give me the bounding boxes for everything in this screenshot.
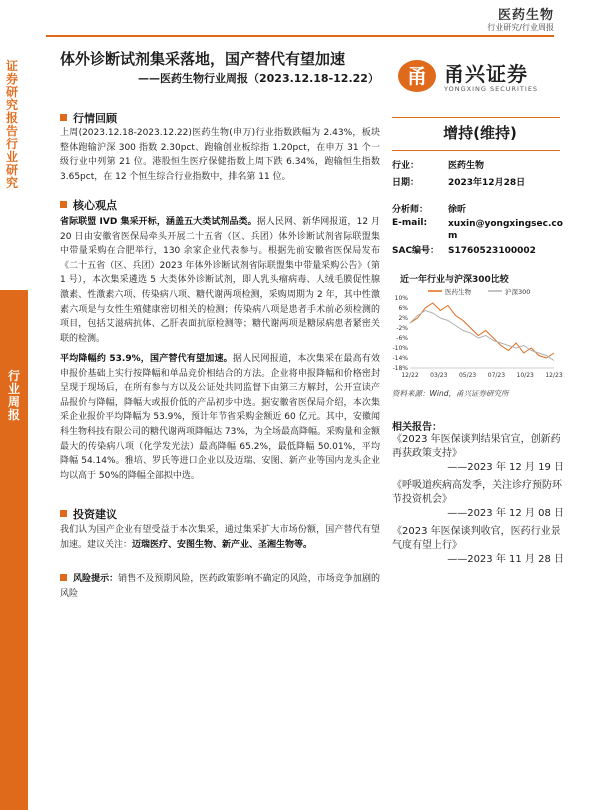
x-tick-label: 05/23 [458,372,477,379]
sidebar-band [0,290,28,810]
header-industry: 医药生物 [497,8,554,23]
y-tick-label: -6% [396,335,408,342]
advice-text: 我们认为国产企业有望受益于本次集采，通过集采扩大市场份额，国产替代有望加速。建议关注：迈瑞医疗、安图生物、新产业、圣湘生物等。 [60,525,380,550]
chart-source: 资料来源：Wind，甬兴证券研究所 [392,389,509,398]
legend-label: 医药生物 [445,288,471,296]
report-subtitle: ——医药生物行业周报（2023.12.18-12.22） [138,72,379,85]
logo-name-cn: 甬兴证券 [444,62,528,86]
bullet-icon [60,510,67,517]
info-sac: SAC编号： S1760523100002 [392,246,536,256]
core-paragraph-2: 平均降幅约 53.9%，国产替代有望加速。据人民网报道，本次集采在最高有效申报价基础上实行按降幅和单品竞价相结合的方法。企业将申报降幅和价格密封呈现于现场后，在所有参与方以及公证处共同监督下由第三方解封，公开宣读产品报价与降幅，降幅大或报价低的产品初步中选。据安徽省医保局介绍，本次集采企业报价平均降幅为 53.9%，预计年节省采购金额近 60 亿元。其中，安徽闻科生物科技有限公司的糖代谢两项降幅达 73%，为全场最高降幅。采购量和金额最大的传染病八项（化学发光法）最高降幅 65.2%，最低降幅 50.01%，平均降幅 54.14%。雅培、罗氏等进口企业以及迈瑞、安图、新产业等国内龙头企业均以高于 50%的降幅全部拟中选。 [60,354,380,481]
header-subtitle: 行业研究/行业周报 [487,23,554,32]
comparison-chart [388,286,563,386]
y-tick-label: 10% [394,295,408,302]
risk-text: 风险提示：销售不及预期风险，医药政策影响不确定的风险，市场竞争加剧的风险 [60,574,380,599]
chart-title: 近一年行业与沪深300比较 [400,275,509,285]
info-date: 日期： 2023年12月28日 [392,178,526,188]
related-heading: 相关报告： [392,422,442,433]
related-item-1[interactable]: 《2023 年医保谈判结果官宣，创新药再获政策支持》 ——2023 年 12 月 19 日 [392,434,564,473]
section-core-heading: 核心观点 [60,197,117,213]
x-tick-label: 10/23 [516,372,534,379]
legend-label: 沪深300 [505,288,531,296]
report-title: 体外诊断试剂集采落地，国产替代有望加速 [60,50,346,68]
bullet-icon [60,201,67,208]
core-paragraph-1: 省际联盟 IVD 集采开标，涵盖五大类试剂品类。据人民网、新华网报道，12 月 20 日由安徽省医保局牵头开展二十五省（区、兵团）体外诊断试剂省际联盟集中带量采购在合肥举行，130 余家企业代表参与。根据先前安徽省医保局发布《二十五省（区、兵团）2023 年体外诊断试剂省际联盟集中带量采购公告》（第 1 号），本次集采遴选 5 大类体外诊断试剂，即人乳头瘤病毒、人绒毛膜促性腺激素、性激素六项、传染病八项、糖代谢两项检测，采购周期为 2 年，其中性激素六项是与女性生殖健康密切相关的检测；传染病八项是患者手术前必须检测的项目，包括艾滋病抗体、乙肝表面抗原检测等；糖代谢两项是糖尿病患者紧密关联的检测。 [60,217,380,344]
market-review-text: 上周(2023.12.18-2023.12.22)医药生物(申万)行业指数跌幅为 2.43%，板块整体跑输沪深 300 指数 2.30pct、跑输创业板综指 1.20pct，在申万 31 个一级行业中列第 21 位。港股恒生医疗保健指数上周下跌 6.34%，跑输恒生指数 3.65pct，在 12 个恒生综合行业指数中，排名第 11 位。 [60,128,380,182]
sidebar-band-label: 行业周报 [7,369,20,422]
y-tick-label: 6% [398,305,408,312]
section-advice-heading: 投资建议 [60,506,117,522]
info-analyst: 分析师： 徐昕 [392,205,467,215]
x-tick-label: 12/22 [401,372,419,379]
info-industry: 行业： 医药生物 [392,161,485,171]
y-tick-label: 2% [398,315,408,322]
related-item-3[interactable]: 《2023 年医保谈判收官，医药行业景气度有望上行》 ——2023 年 11 月 28 日 [392,526,564,565]
logo-name-en: YONGXING SECURITIES [444,85,539,93]
sidebar-label: 证券研究报告 行业研究 [5,59,18,190]
y-tick-label: -10% [392,345,408,352]
x-tick-label: 03/23 [430,372,448,379]
company-logo [398,58,558,98]
series-line [410,311,554,361]
info-email: xuxin@yongxingsec.com [448,219,563,241]
related-item-2[interactable]: 《呼吸道疾病高发季，关注诊疗预防环节投资机会》 ——2023 年 12 月 08 日 [392,480,564,519]
x-tick-label: 12/23 [545,372,563,379]
y-tick-label: -18% [392,365,408,372]
logo-mark: 甬 [398,60,436,92]
y-tick-label: -14% [392,355,408,362]
series-line [410,303,554,358]
rating: 增持(维持) [443,124,517,142]
bullet-icon [60,574,67,581]
header-rule [46,35,554,37]
info-email-key: E-mail: [392,218,428,228]
x-tick-label: 07/23 [487,372,506,379]
y-tick-label: -2% [396,325,408,332]
rating-rule-top [392,117,560,118]
rating-rule-bottom [392,150,560,151]
section-market-heading: 行情回顾 [60,110,117,126]
bullet-icon [60,114,67,121]
